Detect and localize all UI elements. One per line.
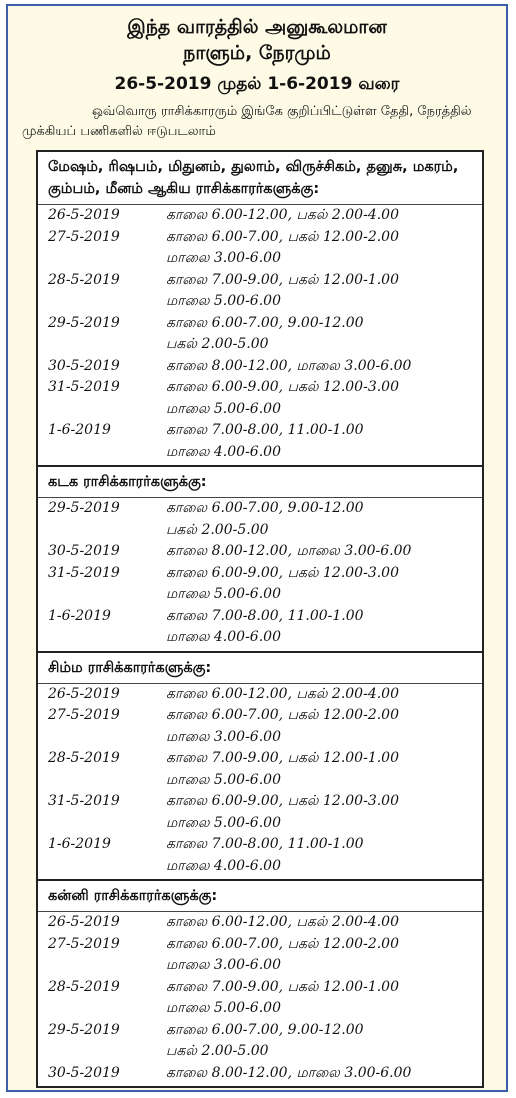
row-date: 31-5-2019 [48, 564, 120, 581]
time-line: காலை 8.00-12.00, மாலை 3.00-6.00 [166, 1064, 412, 1081]
row-date: 26-5-2019 [48, 207, 120, 223]
time-line: காலை 6.00-9.00, பகல் 12.00-3.00 [166, 793, 399, 809]
zodiac-section [36, 467, 484, 653]
time-line: காலை 6.00-7.00, பகல் 12.00-2.00 [166, 228, 399, 245]
schedule-row [38, 205, 482, 227]
schedule-row [38, 977, 482, 1020]
zodiac-section [36, 881, 484, 1088]
schedule-row [38, 270, 482, 313]
time-line: காலை 7.00-8.00, 11.00-1.00 [166, 607, 364, 624]
row-date: 29-5-2019 [48, 314, 120, 331]
time-line: காலை 6.00-7.00, பகல் 12.00-2.00 [166, 707, 399, 723]
schedule-row [38, 377, 482, 420]
row-date: 29-5-2019 [48, 1021, 120, 1038]
time-line: மாலை 5.00-6.00 [166, 400, 281, 417]
section-heading: கன்னி ராசிக்காரர்களுக்கு: [38, 881, 482, 912]
schedule-row [38, 498, 482, 541]
time-line: காலை 8.00-12.00, மாலை 3.00-6.00 [166, 357, 412, 374]
time-line: பகல் 2.00-5.00 [166, 1043, 269, 1059]
time-line: காலை 6.00-12.00, பகல் 2.00-4.00 [166, 914, 399, 930]
row-date: 29-5-2019 [48, 500, 120, 516]
row-times [166, 934, 482, 977]
row-date: 30-5-2019 [48, 357, 120, 374]
schedule-row [38, 420, 482, 463]
time-line: காலை 6.00-9.00, பகல் 12.00-3.00 [166, 564, 399, 581]
title-line-1: இந்த வாரத்தில் அனுகூலமான [127, 16, 387, 38]
intro-text: ஒவ்வொரு ராசிக்காரரும் இங்கே குறிப்பிட்டுள்ள தேதி, நேரத்தில் முக்கியப் பணிகளில் ஈடுபடலாம் [22, 104, 472, 139]
time-line: காலை 7.00-9.00, பகல் 12.00-1.00 [166, 271, 399, 288]
zodiac-sections [8, 150, 506, 1088]
time-line: மாலை 5.00-6.00 [166, 1000, 281, 1016]
schedule-row [38, 313, 482, 356]
time-line: மாலை 5.00-6.00 [166, 586, 281, 602]
row-times [166, 313, 482, 356]
time-line: காலை 8.00-12.00, மாலை 3.00-6.00 [166, 543, 412, 559]
schedule-row [38, 563, 482, 606]
row-date: 28-5-2019 [48, 978, 120, 995]
time-line: பகல் 2.00-5.00 [166, 336, 269, 352]
row-times [166, 705, 482, 748]
row-times [166, 834, 482, 877]
row-date: 1-6-2019 [48, 836, 111, 852]
schedule-row [38, 1063, 482, 1085]
row-times [166, 270, 482, 313]
row-date: 28-5-2019 [48, 271, 120, 288]
zodiac-section [36, 150, 484, 467]
row-times [166, 205, 482, 227]
time-line: பகல் 2.00-5.00 [166, 521, 269, 538]
row-times [166, 227, 482, 270]
time-line: காலை 6.00-9.00, பகல் 12.00-3.00 [166, 379, 399, 395]
time-line: மாலை 5.00-6.00 [166, 771, 281, 788]
time-line: மாலை 3.00-6.00 [166, 250, 281, 266]
row-times [166, 541, 482, 563]
schedule-row [38, 934, 482, 977]
schedule-row [38, 834, 482, 877]
schedule-row [38, 1020, 482, 1063]
schedule-row [38, 705, 482, 748]
section-heading: மேஷம், ரிஷபம், மிதுனம், துலாம், விருச்சிகம், தனுசு, மகரம், கும்பம், மீனம் ஆகிய ராசிக்காரர்களுக்கு: [38, 152, 482, 205]
row-times [166, 1063, 482, 1085]
row-date: 1-6-2019 [48, 422, 111, 438]
time-line: மாலை 4.00-6.00 [166, 443, 281, 460]
time-line: காலை 7.00-9.00, பகல் 12.00-1.00 [166, 750, 399, 766]
row-date: 26-5-2019 [48, 914, 120, 930]
row-date: 27-5-2019 [48, 707, 120, 723]
time-line: மாலை 5.00-6.00 [166, 814, 281, 831]
row-times [166, 912, 482, 934]
row-date: 27-5-2019 [48, 935, 120, 952]
schedule-row [38, 912, 482, 934]
row-times [166, 563, 482, 606]
time-line: காலை 6.00-7.00, 9.00-12.00 [166, 500, 364, 516]
schedule-row [38, 227, 482, 270]
row-date: 31-5-2019 [48, 379, 120, 395]
time-line: மாலை 3.00-6.00 [166, 957, 281, 973]
row-date: 26-5-2019 [48, 685, 120, 702]
schedule-row [38, 791, 482, 834]
time-line: காலை 6.00-7.00, பகல் 12.00-2.00 [166, 935, 399, 952]
time-line: காலை 7.00-9.00, பகல் 12.00-1.00 [166, 978, 399, 995]
schedule-card [6, 4, 508, 1092]
time-line: காலை 7.00-8.00, 11.00-1.00 [166, 836, 364, 852]
row-date: 30-5-2019 [48, 1064, 120, 1081]
time-line: மாலை 5.00-6.00 [166, 293, 281, 309]
row-date: 1-6-2019 [48, 607, 111, 624]
row-date: 31-5-2019 [48, 793, 120, 809]
time-line: காலை 6.00-12.00, பகல் 2.00-4.00 [166, 685, 399, 702]
schedule-row [38, 748, 482, 791]
time-line: காலை 6.00-7.00, 9.00-12.00 [166, 1021, 364, 1038]
row-times [166, 684, 482, 706]
schedule-row [38, 606, 482, 649]
time-line: காலை 6.00-12.00, பகல் 2.00-4.00 [166, 207, 399, 223]
time-line: காலை 6.00-7.00, 9.00-12.00 [166, 314, 364, 331]
row-times [166, 748, 482, 791]
row-date: 27-5-2019 [48, 228, 120, 245]
row-times [166, 377, 482, 420]
time-line: காலை 7.00-8.00, 11.00-1.00 [166, 422, 364, 438]
row-times [166, 498, 482, 541]
row-date: 28-5-2019 [48, 750, 120, 766]
section-heading: கடக ராசிக்காரர்களுக்கு: [38, 467, 482, 498]
time-line: மாலை 4.00-6.00 [166, 629, 281, 645]
time-line: மாலை 4.00-6.00 [166, 857, 281, 874]
zodiac-section [36, 653, 484, 882]
row-times [166, 1020, 482, 1063]
schedule-row [38, 356, 482, 378]
schedule-row [38, 541, 482, 563]
row-times [166, 606, 482, 649]
row-times [166, 420, 482, 463]
title-line-2: நாளும், நேரமும் [183, 42, 331, 64]
row-times [166, 791, 482, 834]
date-range: 26-5-2019 முதல் 1-6-2019 வரை [114, 74, 400, 94]
section-heading: சிம்ம ராசிக்காரர்களுக்கு: [38, 653, 482, 684]
time-line: மாலை 3.00-6.00 [166, 728, 281, 745]
row-date: 30-5-2019 [48, 543, 120, 559]
row-times [166, 977, 482, 1020]
schedule-row [38, 684, 482, 706]
row-times [166, 356, 482, 378]
